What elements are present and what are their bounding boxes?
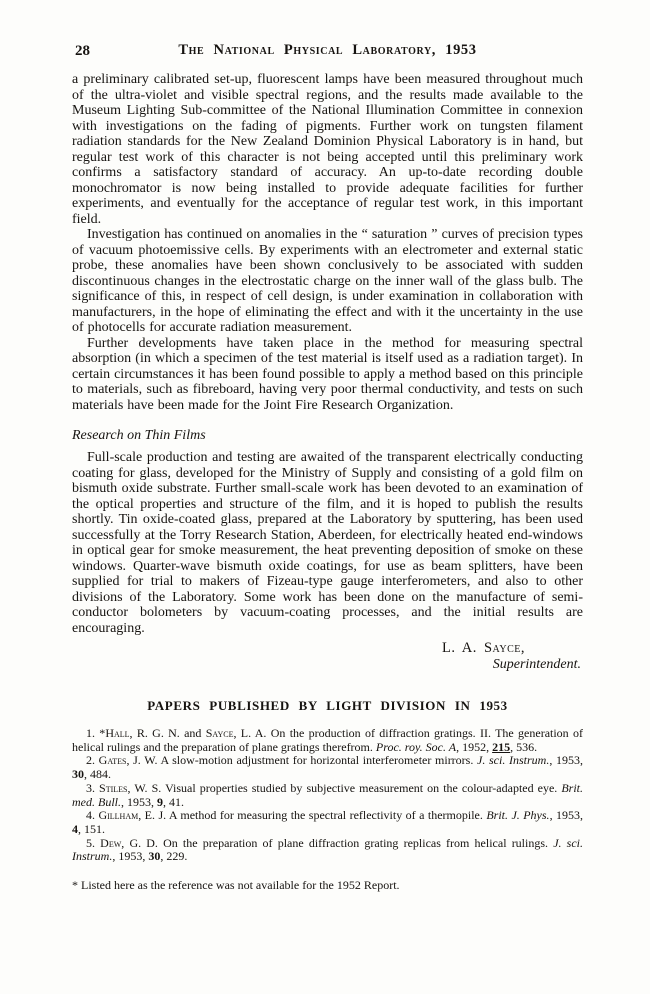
- papers-section-heading: PAPERS PUBLISHED BY LIGHT DIVISION IN 1953: [147, 698, 508, 713]
- reference-item: [72, 727, 583, 754]
- reference-segment: , R. G. N. and: [129, 726, 206, 740]
- section-heading-research-on-thin-films: Research on Thin Films: [72, 428, 206, 443]
- reference-item: [72, 837, 583, 864]
- reference-segment: J. sci. Instrum.: [72, 835, 584, 864]
- signature-name: L. A. Sayce,: [441, 640, 525, 656]
- reference-segment: , 151.: [78, 821, 105, 836]
- reference-segment: 2.: [86, 753, 99, 768]
- reference-segment: , W. S. Visual properties studied by subjective measurement on the colour-adapted eye.: [127, 780, 562, 795]
- reference-segment: 3.: [86, 780, 100, 795]
- reference-segment: 4.: [86, 808, 99, 823]
- page-header: [72, 40, 583, 62]
- reference-segment: Dew: [100, 835, 122, 850]
- reference-segment: , 1953,: [112, 849, 149, 864]
- reference-segment: 5.: [86, 835, 101, 850]
- paragraph-saturation-anomalies: Investigation has continued on anomalies in the “ saturation ” curves of precision types of vacuum photoemissive cells. By experiments with an electrometer and external static probe, these anomalies have been shown conclusively to be associated with sudden discontinuous changes in the electrostatic charge on the inner wall of the glass bulb. The significance of this, in respect of cell design, is under examination in collaboration with manufacturers, in the hope of eliminating the effect and with it the uncertainty in the use of photocells for accurate radiation measurement.: [72, 227, 583, 335]
- reference-segment: 30: [148, 849, 161, 864]
- reference-segment: Brit. J. Phys.: [486, 808, 550, 823]
- reference-list: [72, 727, 583, 864]
- page-content: [72, 40, 583, 893]
- reference-item: [72, 809, 583, 836]
- reference-segment: , J. W. A slow-motion adjustment for horizontal interferometer mirrors.: [126, 753, 478, 768]
- reference-segment: , 484.: [84, 767, 111, 782]
- reference-segment: Sayce: [205, 726, 234, 740]
- reference-segment: , 1953,: [549, 753, 584, 768]
- reference-segment: Stiles: [99, 780, 128, 795]
- reference-segment: , 1952,: [456, 739, 493, 754]
- reference-segment: J. sci. Instrum.: [477, 753, 550, 768]
- reference-segment: 4: [72, 821, 78, 836]
- reference-segment: Gates: [98, 753, 127, 768]
- reference-segment: Gillham: [98, 808, 139, 823]
- reference-segment: , 1953,: [549, 808, 584, 823]
- reference-item: [72, 782, 583, 809]
- running-title: The National Physical Laboratory, 1953: [178, 42, 477, 58]
- reference-item: [72, 754, 583, 781]
- reference-segment: , 41.: [163, 794, 184, 809]
- reference-segment: , E. J. A method for measuring the spectral reflectivity of a thermopile.: [138, 808, 487, 823]
- paragraph-fluorescent-lamps: a preliminary calibrated set-up, fluorescent lamps have been measured throughout much of the ultra-violet and visible spectral regions, and the results made available to the Museum Lighting Sub-committee of the National Illumination Committee in connexion with investigations on the fading of pigments. Further work on tungsten filament radiation standards for the New Zealand Dominion Physical Laboratory is in hand, but regular test work of this character is not being accepted until this preliminary work confirms a satisfactory standard of accuracy. An up-to-date recording double monochromator is now being installed to provide adequate facilities for further experiments, and eventually for the acceptance of regular test work, in this important field.: [72, 72, 583, 227]
- reference-segment: 1. *: [86, 726, 106, 740]
- paragraph-spectral-absorption: Further developments have taken place in the method for measuring spectral absorption (in which a specimen of the test material is itself used as a radiation target). In certain circumstances it has been found possible to apply a method based on this principle to materials, such as fibreboard, having very poor thermal conductivity, and tests on such materials have been made for the Joint Fire Research Organization.: [72, 335, 583, 413]
- paragraph-thin-films: Full-scale production and testing are awaited of the transparent electrically conducting coating for glass, developed for the Ministry of Supply and consisting of a gold film on bismuth oxide substrate. Further small-scale work has been devoted to an examination of the optical properties and structure of the film, and it is hoped to publish the results shortly. Tin oxide-coated glass, prepared at the Laboratory by sputtering, has been used successfully at the Torry Research Station, Aberdeen, for electrically heated end-windows in optical gear for smoke measurement, the heat preventing deposition of smoke on these windows. Quarter-wave bismuth oxide coatings, for use as beam splitters, have been supplied for trial to makers of Fizeau-type gauge interferometers, and also to other divisions of the Laboratory. Some work has been done on the manufacture of semi-conductor bolometers by vacuum-coating processes, and the initial results are encouraging.: [72, 450, 583, 636]
- reference-segment: Hall: [105, 726, 130, 740]
- reference-segment: Proc. roy. Soc. A: [375, 739, 457, 754]
- reference-segment: , L. A. On the production of diffraction gratings. II. The generation of helical rulings and the preparation of plane gratings therefrom.: [72, 726, 583, 754]
- reference-segment: 215: [492, 739, 511, 754]
- page-number: 28: [75, 43, 90, 59]
- reference-segment: , 229.: [160, 849, 188, 864]
- reference-segment: , 1953,: [121, 794, 157, 809]
- reference-segment: Brit. med. Bull.: [72, 780, 584, 809]
- reference-segment: 30: [72, 767, 84, 782]
- reference-segment: , 536.: [510, 739, 538, 754]
- footnote: * Listed here as the reference was not available for the 1952 Report.: [72, 878, 400, 893]
- signature-title: Superintendent.: [492, 657, 581, 672]
- reference-segment: 9: [157, 794, 163, 809]
- reference-segment: , G. D. On the preparation of plane diffraction grating replicas from helical rulings.: [121, 835, 554, 850]
